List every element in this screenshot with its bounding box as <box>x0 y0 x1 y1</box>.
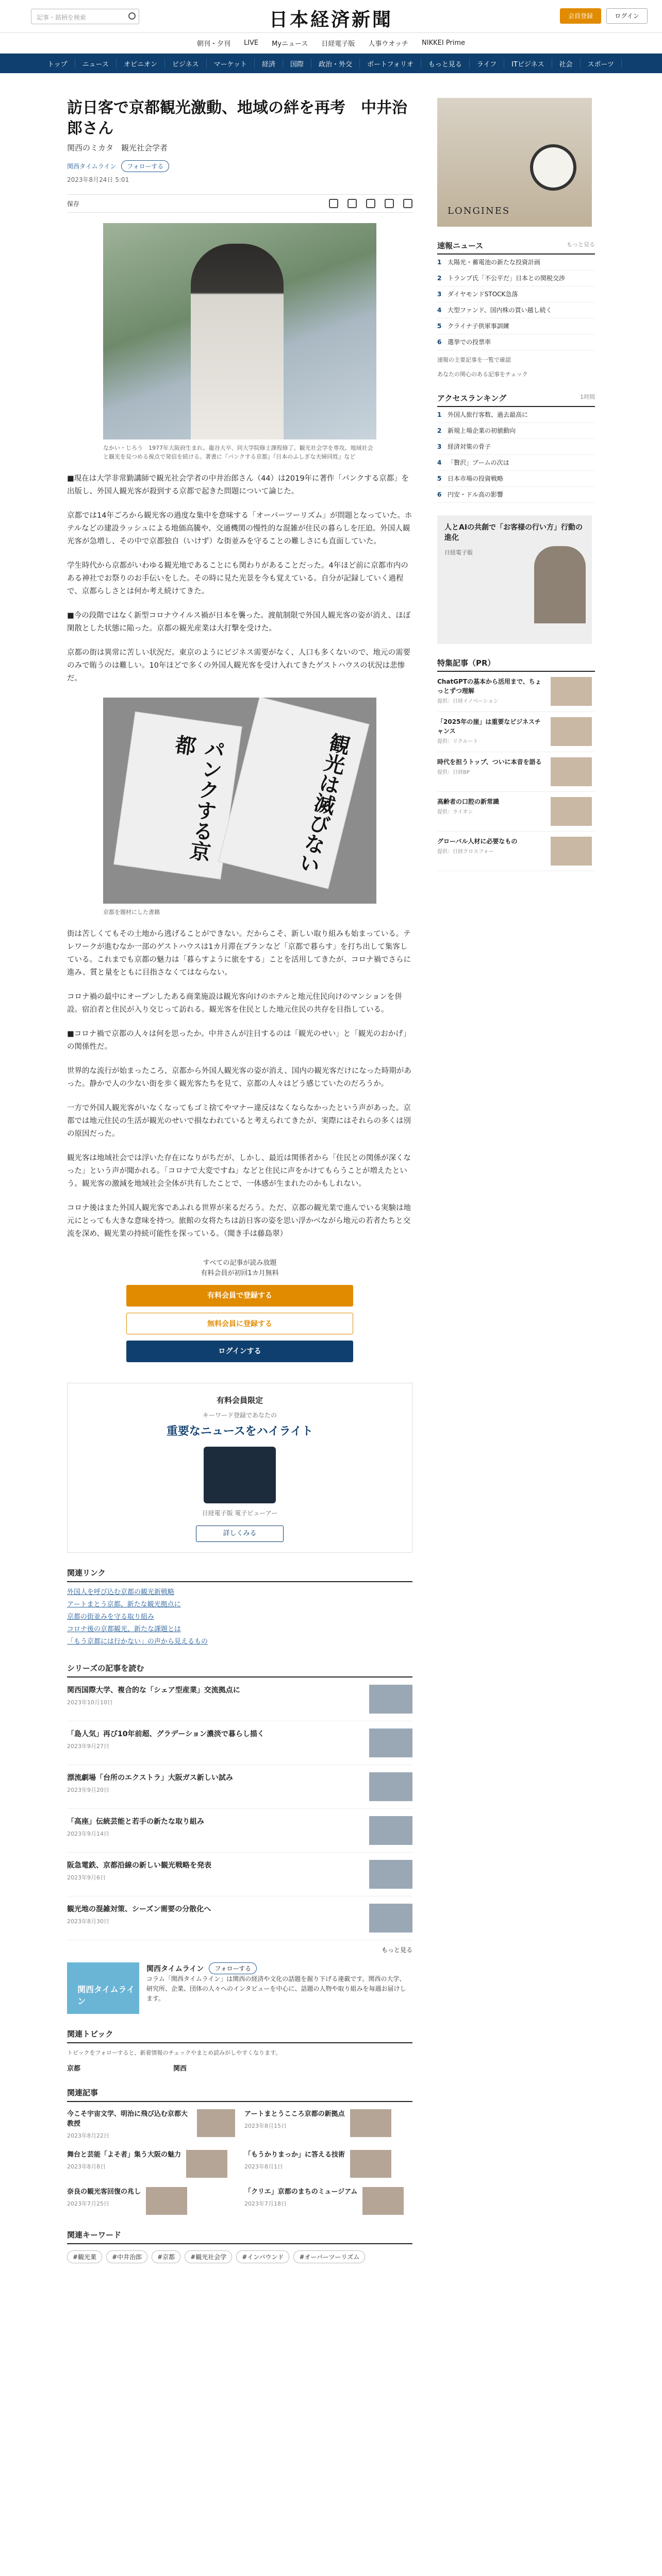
topics <box>67 2028 412 2073</box>
series-more-link[interactable]: もっと見る <box>381 1946 412 1954</box>
follow-button[interactable]: フォローする <box>209 1962 257 1974</box>
promo-caption: 日経電子版 電子ビューアー <box>202 1510 278 1517</box>
pr-item[interactable]: 時代を担うトップ、ついに本音を語る 提供：日経BP <box>437 752 595 792</box>
paragraph: 街は苦しくてもその土地から逃げることができない。だからこそ、新しい取り組みも始まっている。テレワークが進むなか一部のゲストハウスは1カ月滞在プランなど「京都で暮らす」を打ち出して集客している。これまでも京都の魅力は「暮らすように旅をする」ことを活用してきたが、コロナ禍でさらに進み、質と量をともに目指さなくてはならない。 <box>67 930 411 977</box>
related-article[interactable]: アートまとうこころ京都の新拠点 2023年8月15日 <box>244 2109 412 2141</box>
article-body <box>67 472 412 1241</box>
paragraph: コロナ禍の最中にオープンしたある商業施設は観光客向けのホテルと地元住民向けのマンションを併設。宿泊者と住民が入り交じって訪れる。観光客を住民とした地元住民の共存を目指している。 <box>67 993 402 1014</box>
portrait-photo <box>103 223 376 439</box>
section-title: シリーズの記事を読む <box>67 1663 412 1677</box>
sub-nav <box>0 33 662 54</box>
thumbnail <box>369 1860 412 1889</box>
ranking-item[interactable]: 6 円安・ドル高の影響 <box>437 487 595 503</box>
related-link[interactable]: 外国人を呼び込む京都の観光新戦略 <box>67 1588 175 1596</box>
mail-icon[interactable] <box>385 199 394 208</box>
paragraph: 京都では14年ごろから観光客の過度な集中を意味する「オーバーツーリズム」が問題となっていた。ホテルなどの建設ラッシュによる地価高騰や、交通機関の慢性的な混雑が住民の暮らしを圧迫。外国人観光客が急増し、その中で京都独自（いけず）な街並みを守ることの難しさにも直面していた。 <box>67 512 412 546</box>
nav-item[interactable]: 社会 <box>552 59 581 69</box>
paragraph: ■今の段階ではなく新型コロナウイルス禍が日本を襲った。渡航制限で外国人観光客の姿が消え、ほぼ閑散とした状態に陥った。京都の観光産業は大打撃を受けた。 <box>67 612 411 633</box>
thumbnail <box>369 1772 412 1801</box>
paragraph: 観光客は地域社会では浮いた存在になりがちだが、しかし、最近は関係者から「住民との関係が深くなった」という声が聞かれる。「コロナで大変ですね」などと住民に声をかけてもらうことが増えたという。観光客の激減を地域社会全体が共有したことで、一体感が生まれたのかもしれない。 <box>67 1154 411 1188</box>
paragraph: 学生時代から京都がいわゆる観光地であることにも関わりがあることだった。4年ほど前に京都市内のある神社でお祭りのお手伝いをした。その時に見た光景を今も覚えている。自分が記録していく過程で、京都らしさとは何か考え続けてきた。 <box>67 562 408 596</box>
keyword-tag[interactable]: #中井治郎 <box>106 2250 147 2263</box>
sidebar <box>437 98 595 871</box>
register-button[interactable]: 会員登録 <box>560 8 601 24</box>
search-input[interactable]: 記事・銘柄を検索 <box>31 9 139 24</box>
paywall-login-button[interactable]: ログインする <box>126 1341 353 1362</box>
promo-box <box>67 1383 412 1553</box>
nav-item[interactable]: ライフ <box>470 59 504 69</box>
paragraph: ■現在は大学非常勤講師で観光社会学者の中井治郎さん（44）は2019年に著作「パンクする京都」を出版し、外国人観光客が殺到する京都で起きた問題について論じた。 <box>67 474 409 496</box>
news-item[interactable]: 4 大型ファンド、国内株の買い越し続く <box>437 302 595 318</box>
free-register-button[interactable]: 無料会員に登録する <box>126 1313 353 1334</box>
nav-item[interactable]: ITビジネス <box>504 59 552 69</box>
pr-item[interactable]: ChatGPTの基本から活用まで、ちょっとずつ理解 提供：日経イノベーション <box>437 672 595 712</box>
series-item[interactable]: 関西国際大学、複合的な「シェア型産業」交流拠点に 2023年10月10日 <box>67 1677 412 1721</box>
thumbnail <box>369 1685 412 1714</box>
related-article[interactable]: 奈良の観光客回復の兆し 2023年7月25日 <box>67 2187 235 2215</box>
series-link[interactable]: 関西タイムライン <box>67 163 117 170</box>
subnav-item[interactable]: 人事ウオッチ <box>368 40 409 48</box>
series-banner[interactable]: 関西タイムライン <box>67 1962 139 2014</box>
series-item[interactable]: 漂流劇場「台所のエクストラ」大阪ガス新しい試み 2023年9月20日 <box>67 1765 412 1809</box>
series-item[interactable]: 阪急電鉄、京都沿線の新しい観光戦略を発表 2023年9月6日 <box>67 1853 412 1896</box>
nav-item[interactable]: 政治・外交 <box>311 59 360 69</box>
ranking-item[interactable]: 5 日本市場の投資戦略 <box>437 471 595 487</box>
topic-item[interactable]: 関西 <box>173 2065 187 2073</box>
news-item[interactable]: 5 クライナ子供軍事訓練 <box>437 318 595 334</box>
article-date: 2023年8月24日 5:01 <box>67 176 129 183</box>
ranking-item[interactable]: 2 新規上場企業の初値動向 <box>437 423 595 439</box>
info-note: あなたの関心のある記事をチェック <box>437 371 528 378</box>
device-image <box>204 1447 276 1503</box>
photo-caption: なかい・じろう 1977年大阪府生まれ。龍谷大卒、同大学院修士課程修了。観光社会学を専攻。地域社会と観光を見つめる視点で発信を続ける。著書に『パンクする京都』『日本のふしぎな夫婦同姓』など <box>103 445 373 460</box>
more-link[interactable]: もっと見る <box>567 241 595 248</box>
topic-item[interactable]: 京都 <box>67 2065 81 2073</box>
site-header <box>0 0 662 33</box>
section-title: 関連リンク <box>67 1567 412 1582</box>
nav-item[interactable]: オピニオン <box>117 59 165 69</box>
share-icon[interactable] <box>366 199 375 208</box>
bookmark-icon[interactable] <box>347 199 357 208</box>
info-note: 速報の主要記事を一覧で確認 <box>437 357 511 363</box>
nav-item[interactable]: マーケット <box>207 59 255 69</box>
keyword-tag[interactable]: #京都 <box>152 2250 180 2263</box>
related-article[interactable]: 舞台と芸能「よそ者」集う大阪の魅力 2023年8月8日 <box>67 2150 235 2178</box>
paywall-text: すべての記事が読み放題 <box>203 1259 277 1267</box>
section-title: 関連トピック <box>67 2028 412 2043</box>
ranking-item[interactable]: 4 「贅沢」ブームの次は <box>437 455 595 471</box>
paragraph: ■コロナ禍で京都の人々は何を思ったか。中井さんが注目するのは「観光のせい」と「観光のおかげ」の関係性だ。 <box>67 1030 411 1051</box>
thumbnail <box>369 1816 412 1845</box>
keyword-tag[interactable]: #観光業 <box>67 2250 102 2263</box>
related-article[interactable]: 「クリエ」京都のまちのミュージアム 2023年7月18日 <box>244 2187 412 2215</box>
photo-caption: 京都を題材にした書籍 <box>103 909 160 916</box>
subnav-item[interactable]: 日経電子版 <box>321 40 355 48</box>
access-ranking: アクセスランキング 1時間 1 外国人旅行客数、過去最高に 2 新規上場企業の初値動向 3 経済対策の骨子 4 「贅沢」ブームの次は 5 日本市場の投資戦略 6 円安・ドル高の影響 <box>437 393 595 503</box>
print-icon[interactable] <box>329 199 338 208</box>
pr-item[interactable]: 高齢者の口腔の新常識 提供：ライオン <box>437 792 595 832</box>
keyword-tag[interactable]: #観光社会学 <box>185 2250 232 2263</box>
paywall-text: 有料会員が初回1カ月無料 <box>201 1269 279 1277</box>
series-description: コラム「関西タイムライン」は関西の経済や文化の話題を掘り下げる連載です。関西の大学、研究所、企業、団体の人々へのインタビューを中心に、話題の人物や取り組みを毎週お届けします。 <box>146 1975 406 2002</box>
related-link[interactable]: コロナ後の京都観光、新たな課題とは <box>67 1625 181 1633</box>
pr-features: 特集記事（PR） ChatGPTの基本から活用まで、ちょっとずつ理解 提供：日経イノベーション 「2025年の崖」は重要なビジネスチャンス 提供：リクルート 時代を担うトップ、ついに本音を語る 提供：日経BP 高齢者の口腔の新常識 提供：ライオン グローバル人材に必要なもの 提供：日経クロスフォー <box>437 657 595 871</box>
login-button[interactable]: ログイン <box>606 8 648 24</box>
pr-item[interactable]: グローバル人材に必要なもの 提供：日経クロスフォー <box>437 832 595 871</box>
news-item[interactable]: 1 太陽光・蓄電池の新たな投資計画 <box>437 255 595 270</box>
site-logo[interactable]: 日本経済新聞 <box>269 9 393 30</box>
news-item[interactable]: 2 トランプ氏「不公平だ」日本との関税交渉 <box>437 270 595 286</box>
nav-item[interactable]: 国際 <box>283 59 311 69</box>
related-link[interactable]: 「もう京都には行かない」の声から見えるもの <box>67 1638 208 1646</box>
keyword-tag[interactable]: #オーバーツーリズム <box>293 2250 365 2263</box>
promo-headline: 重要なニュースをハイライト <box>166 1425 313 1438</box>
nav-item[interactable]: ポートフォリオ <box>360 59 421 69</box>
paragraph: コロナ後はまた外国人観光客であふれる世界が来るだろう。ただ、京都の観光業で進んでいる実験は地元にとっても大きな意味を持つ。旅館の女将たちは訪日客の姿を思い浮かべながら地元の若者たちと交流を深め、観光業の持続可能性を探っている。（聞き手は藤島翠） <box>67 1204 411 1238</box>
series-profile <box>67 1962 412 2014</box>
ranking-item[interactable]: 1 外国人旅行客数、過去最高に <box>437 407 595 423</box>
promo-more-button[interactable]: 詳しくみる <box>196 1526 284 1542</box>
thumbnail <box>369 1728 412 1757</box>
article-title: 訪日客で京都観光激動、地域の絆を再考 中井治郎さん <box>67 99 407 138</box>
book-photo: パンクする京都 観光は滅びない <box>103 698 376 904</box>
series-name[interactable]: 関西タイムライン <box>146 1964 204 1973</box>
nav-item[interactable]: もっと見る <box>421 59 470 69</box>
ranking-period[interactable]: 1時間 <box>580 394 595 400</box>
keywords <box>67 2229 412 2263</box>
related-article[interactable]: 「もうかりまっか」に答える技術 2023年8月1日 <box>244 2150 412 2178</box>
subnav-item[interactable]: Myニュース <box>272 40 308 48</box>
thumbnail <box>369 1904 412 1933</box>
nav-item[interactable]: 経済 <box>255 59 283 69</box>
section-title: 関連キーワード <box>67 2229 412 2244</box>
article-subtitle: 関西のミカタ 観光社会学者 <box>67 143 168 152</box>
paragraph: 一方で外国人観光客がいなくなってもゴミ捨てやマナー違反はなくならなかったという声があった。京都では地元住民の生活が観光のせいで損なわれていると考えられてきたが、実際にはそれらの多くは別の原因だった。 <box>67 1104 411 1138</box>
nav-item[interactable]: トップ <box>40 59 75 69</box>
paywall <box>90 1258 389 1362</box>
paragraph: 京都の街は異常に苦しい状況だ。東京のようにビジネス需要がなく、人口も多くないので、地元の需要のみで賄うのは難しい。10年ほどで多くの外国人観光客を受け入れてきたゲストハウスの状況は悲惨だ。 <box>67 649 410 683</box>
subnav-item[interactable]: LIVE <box>243 39 259 47</box>
news-item[interactable]: 3 ダイヤモンドSTOCK急落 <box>437 286 595 302</box>
section-title: 関連記事 <box>67 2087 412 2102</box>
topics-note: トピックをフォローすると、新着情報のチェックやまとめ読みがしやすくなります。 <box>67 2049 282 2056</box>
main-nav <box>0 54 662 73</box>
watch-image <box>530 144 576 191</box>
sidebar-ad-2[interactable]: 人とAIの共創で「お客様の行い方」行動の進化 日経電子版 <box>437 515 592 644</box>
series-list <box>67 1663 412 1954</box>
paid-register-button[interactable]: 有料会員で登録する <box>126 1285 353 1307</box>
subnav-item[interactable]: NIKKEI Prime <box>422 39 466 47</box>
subnav-item[interactable]: 朝刊・夕刊 <box>196 40 230 48</box>
nav-item[interactable]: ビジネス <box>165 59 207 69</box>
ranking-item[interactable]: 3 経済対策の骨子 <box>437 439 595 455</box>
series-item[interactable]: 「高座」伝統芸能と若手の新たな取り組み 2023年9月14日 <box>67 1809 412 1853</box>
promo-title: 有料会員限定 <box>216 1396 263 1405</box>
nav-item[interactable]: ニュース <box>75 59 117 69</box>
save-button[interactable]: 保存 <box>67 200 80 208</box>
article-main <box>67 98 412 2263</box>
related-link[interactable]: アートまとう京都、新たな観光拠点に <box>67 1601 181 1608</box>
article-toolbar <box>67 194 412 213</box>
more-icon[interactable] <box>403 199 412 208</box>
series-item[interactable]: 観光地の混雑対策、シーズン需要の分散化へ 2023年8月30日 <box>67 1896 412 1940</box>
related-articles <box>67 2087 412 2215</box>
series-item[interactable]: 「島人気」再び10年前超、グラデーション濃淡で暮らし描く 2023年9月27日 <box>67 1721 412 1765</box>
pr-item[interactable]: 「2025年の崖」は重要なビジネスチャンス 提供：リクルート <box>437 712 595 752</box>
promo-text: キーワード登録であなたの <box>202 1412 277 1419</box>
breaking-news: 速報ニュース もっと見る 1 太陽光・蓄電池の新たな投資計画 2 トランプ氏「不公平だ」日本との関税交渉 3 ダイヤモンドSTOCK急落 4 大型ファンド、国内株の買い越し続く 5 クライナ子供軍事訓練 6 選挙での投票率 速報の主要記事を一覧で確認 あなたの関心のある記事をチェック <box>437 240 595 379</box>
paragraph: 世界的な流行が始まったころ、京都から外国人観光客の姿が消え、国内の観光客だけになった時期があった。静かで人の少ない街を歩く観光客たちを見て、京都の人々はどう感じていたのだろうか。 <box>67 1067 411 1088</box>
related-link[interactable]: 京都の街並みを守る取り組み <box>67 1613 155 1621</box>
nav-item[interactable]: スポーツ <box>581 59 622 69</box>
related-links <box>67 1567 412 1648</box>
news-item[interactable]: 6 選挙での投票率 <box>437 334 595 350</box>
keyword-tag[interactable]: #インバウンド <box>236 2250 289 2263</box>
sidebar-ad[interactable]: LONGINES <box>437 98 592 227</box>
related-article[interactable]: 今こそ宇宙文学、明治に飛び込む京都大教授 2023年8月22日 <box>67 2109 235 2141</box>
follow-button[interactable]: フォローする <box>121 160 169 172</box>
